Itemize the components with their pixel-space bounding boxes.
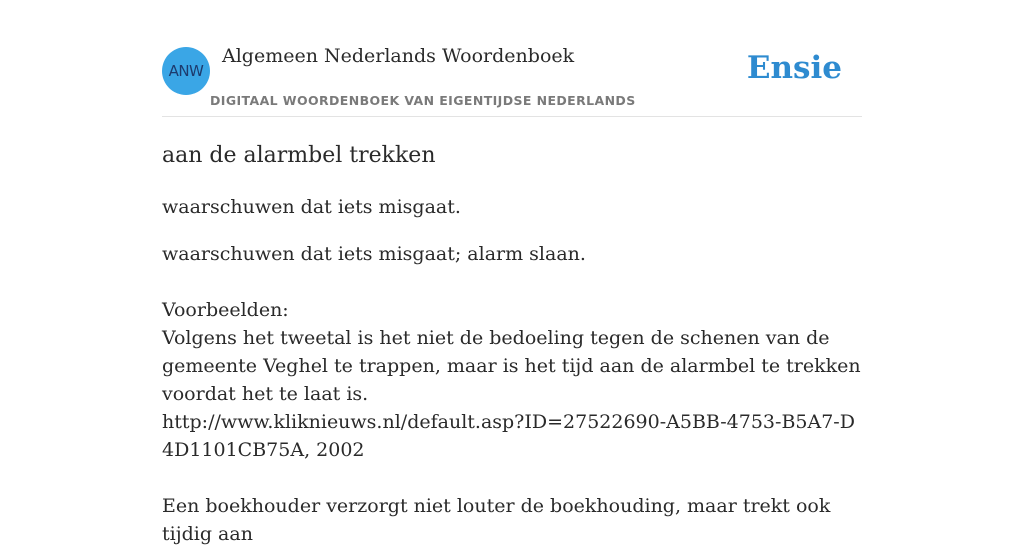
example-text: Volgens het tweetal is het niet de bedoeling tegen de schenen van de gemeente Veghel te trappen, maar is het tijd aan de alarmbel te trekken voordat het te laat is. <box>162 327 861 405</box>
entry-content <box>162 142 862 548</box>
ensie-brand-link[interactable]: Ensie <box>746 50 842 86</box>
anw-logo[interactable]: ANW <box>162 47 210 95</box>
site-title[interactable]: Algemeen Nederlands Woordenboek <box>222 45 575 67</box>
content-container <box>162 0 862 548</box>
example-text: Een boekhouder verzorgt niet louter de boekhouding, maar trekt ook tijdig aan <box>162 495 831 545</box>
example-spacer <box>162 464 862 492</box>
example-source: http://www.kliknieuws.nl/default.asp?ID=27522690-A5BB-4753-B5A7-D4D1101CB75A, 2002 <box>162 411 855 461</box>
short-definition: waarschuwen dat iets misgaat. <box>162 196 461 218</box>
long-definition: waarschuwen dat iets misgaat; alarm slaan. <box>162 243 586 265</box>
entry-headword: aan de alarmbel trekken <box>162 143 436 168</box>
examples-label: Voorbeelden: <box>162 299 289 321</box>
site-subtitle: DIGITAAL WOORDENBOEK VAN EIGENTIJDSE NEDERLANDS <box>210 93 636 108</box>
site-header <box>162 0 862 117</box>
